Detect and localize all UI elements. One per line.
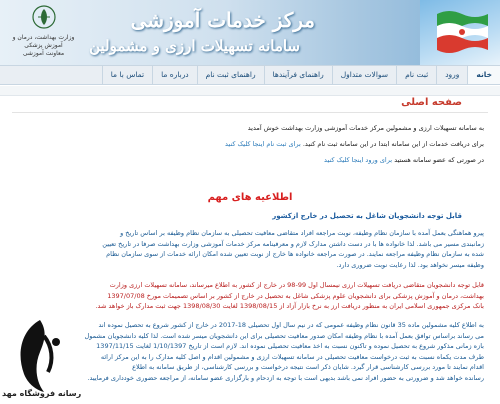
page-title: صفحه اصلی xyxy=(401,97,462,108)
paragraph-line: طرف مدت یکماه نسبت به ثبت درخواست معافیت تحصیلی در سامانه تسهیلات ارزی و مشمولین اقدام و اصل کلیه مدارک را به این مرکز ارائه xyxy=(100,352,484,361)
site-title: مرکز خدمات آموزشی xyxy=(130,8,315,32)
announcement-paragraph xyxy=(16,228,484,270)
emblem-icon xyxy=(31,4,57,30)
paragraph-line: می رساند براساس توافق بعمل آمده با نظام وظیفه امکان صدور معافیت تحصیلی برای این دانشجویان میسر شده است. لذا کلیه دانشجویان مشمول xyxy=(84,331,484,340)
paragraph-line: به اطلاع کلیه مشمولین ماده 35 قانون نظام وظیفه عمومی که در نیم سال اول تحصیلی 18-2017 در خارج از کشور شروع به تحصیل نموده اند xyxy=(98,321,484,329)
deputy-name: معاونت آموزشی xyxy=(22,50,65,57)
nav-process-guide[interactable]: راهنمای فرآیندها xyxy=(264,66,332,84)
paragraph-line: قابل توجه دانشجویان متقاضی دریافت تسهیلات ارزی نیمسال اول 99-98 در خارج از کشور به اطلاع میرساند، سامانه تسهیلات ارزی وزارت xyxy=(109,281,484,289)
paragraph-line: اقدام نمایند تا مورد بررسی کارشناسی قرار گیرد. شایان ذکر است نتیجه درخواست و بررسی کارشناسی، از طریق سامانه به اطلاع xyxy=(132,363,484,371)
login-link[interactable]: برای ورود اینجا کلیک کنید xyxy=(324,156,393,164)
watermark-text: رسانه فروشگاه مهد xyxy=(2,389,82,398)
ministry-name: وزارت بهداشت، درمان و آموزش پزشکی xyxy=(12,34,75,49)
register-link[interactable]: برای ثبت نام اینجا کلیک کنید xyxy=(224,140,301,148)
divider xyxy=(12,112,488,113)
main-navigation xyxy=(0,65,500,85)
register-prompt xyxy=(16,140,484,149)
login-prompt-text: در صورتی که عضو سامانه هستید xyxy=(394,156,484,164)
ministry-logo xyxy=(6,4,81,62)
nav-contact[interactable]: تماس با ما xyxy=(102,66,152,84)
nav-login[interactable]: ورود xyxy=(436,66,467,84)
paragraph-line: بهداشت، درمان و آموزش پزشکی برای دانشجویان علوم پزشکی شاغل به تحصیل در خارج از کشور بر اساس تصمیمات مورخ 1397/07/08 xyxy=(107,291,484,300)
currency-announcement xyxy=(16,280,484,312)
nav-about[interactable]: درباره ما xyxy=(152,66,197,84)
paragraph-line: زمانبندی مسیر می باشد. لذا خانواده ها با در دست داشتن مدارک لازم و معرفینامه مرکز خدمات آموزشی وزارت بهداشت صرفا در تاریخ تعیین xyxy=(102,239,484,248)
announcement-subtitle: قابل توجه دانشجویان شاغل به تحصیل در خارج ازکشور xyxy=(272,212,462,220)
watermark-logo xyxy=(0,316,82,404)
nav-home[interactable]: خانه xyxy=(467,66,500,84)
paragraph-line: شده به سازمان نظام وظیفه مراجعه نمایند. در صورت مراجعه خانواده ها خارج از نوبت تعیین شده امکان ارائه خدمات از سوی سازمان نظام xyxy=(106,250,484,258)
sub-navigation-bar xyxy=(0,86,500,96)
paragraph-line: پیرو هماهنگی بعمل آمده با سازمان نظام وظیفه، نوبت مراجعه افراد متقاضی معافیت تحصیلی به سازمان نظام وظیفه بر اساس تاریخ و xyxy=(120,229,484,237)
flag-banner xyxy=(420,0,500,65)
login-prompt xyxy=(16,156,484,165)
register-prompt-text: برای دریافت خدمات از این سامانه ابتدا در این سامانه ثبت نام کنید. xyxy=(302,140,484,148)
announcements-heading: اطلاعیه های مهم xyxy=(207,192,293,203)
nav-faq[interactable]: سوالات متداول xyxy=(332,66,396,84)
military-service-announcement xyxy=(16,320,484,383)
paragraph-line: رسانده خواهد شد و ضرورتی به حضور افراد نمی باشد بدیهی است با توجه به ازدحام و بارگزاری عضو سامانه، از مراجعه حضوری خودداری فرمایید. xyxy=(87,373,484,382)
welcome-text: به سامانه تسهیلات ارزی و مشمولین مرکز خدمات آموزشی وزارت بهداشت خوش آمدید xyxy=(247,124,484,132)
paragraph-line: بازه زمانی مذکور شروع به تحصیل نموده و تاکنون نسبت به اخذ معافیت تحصیلی نموده اند. لازم است از تاریخ 1/10/1397 لغایت 1397/11/15 xyxy=(96,342,484,350)
paragraph-line: بانک مرکزی جمهوری اسلامی ایران به منظور دریافت ارز به نرخ بازار آزاد از 1398/08/15 لغایت 1398/08/30 جهت ثبت مدارک باز خواهد شد. xyxy=(95,302,484,310)
nav-registration-guide[interactable]: راهنمای ثبت نام xyxy=(197,66,264,84)
site-header xyxy=(0,0,500,65)
iran-flag-icon xyxy=(435,6,490,58)
paragraph-line: وظیفه میسر نخواهد بود. لذا رعایت نوبت ضروری دارد. xyxy=(336,260,484,269)
site-subtitle: سامانه تسهیلات ارزی و مشمولین xyxy=(89,37,300,55)
nav-register[interactable]: ثبت نام xyxy=(396,66,436,84)
